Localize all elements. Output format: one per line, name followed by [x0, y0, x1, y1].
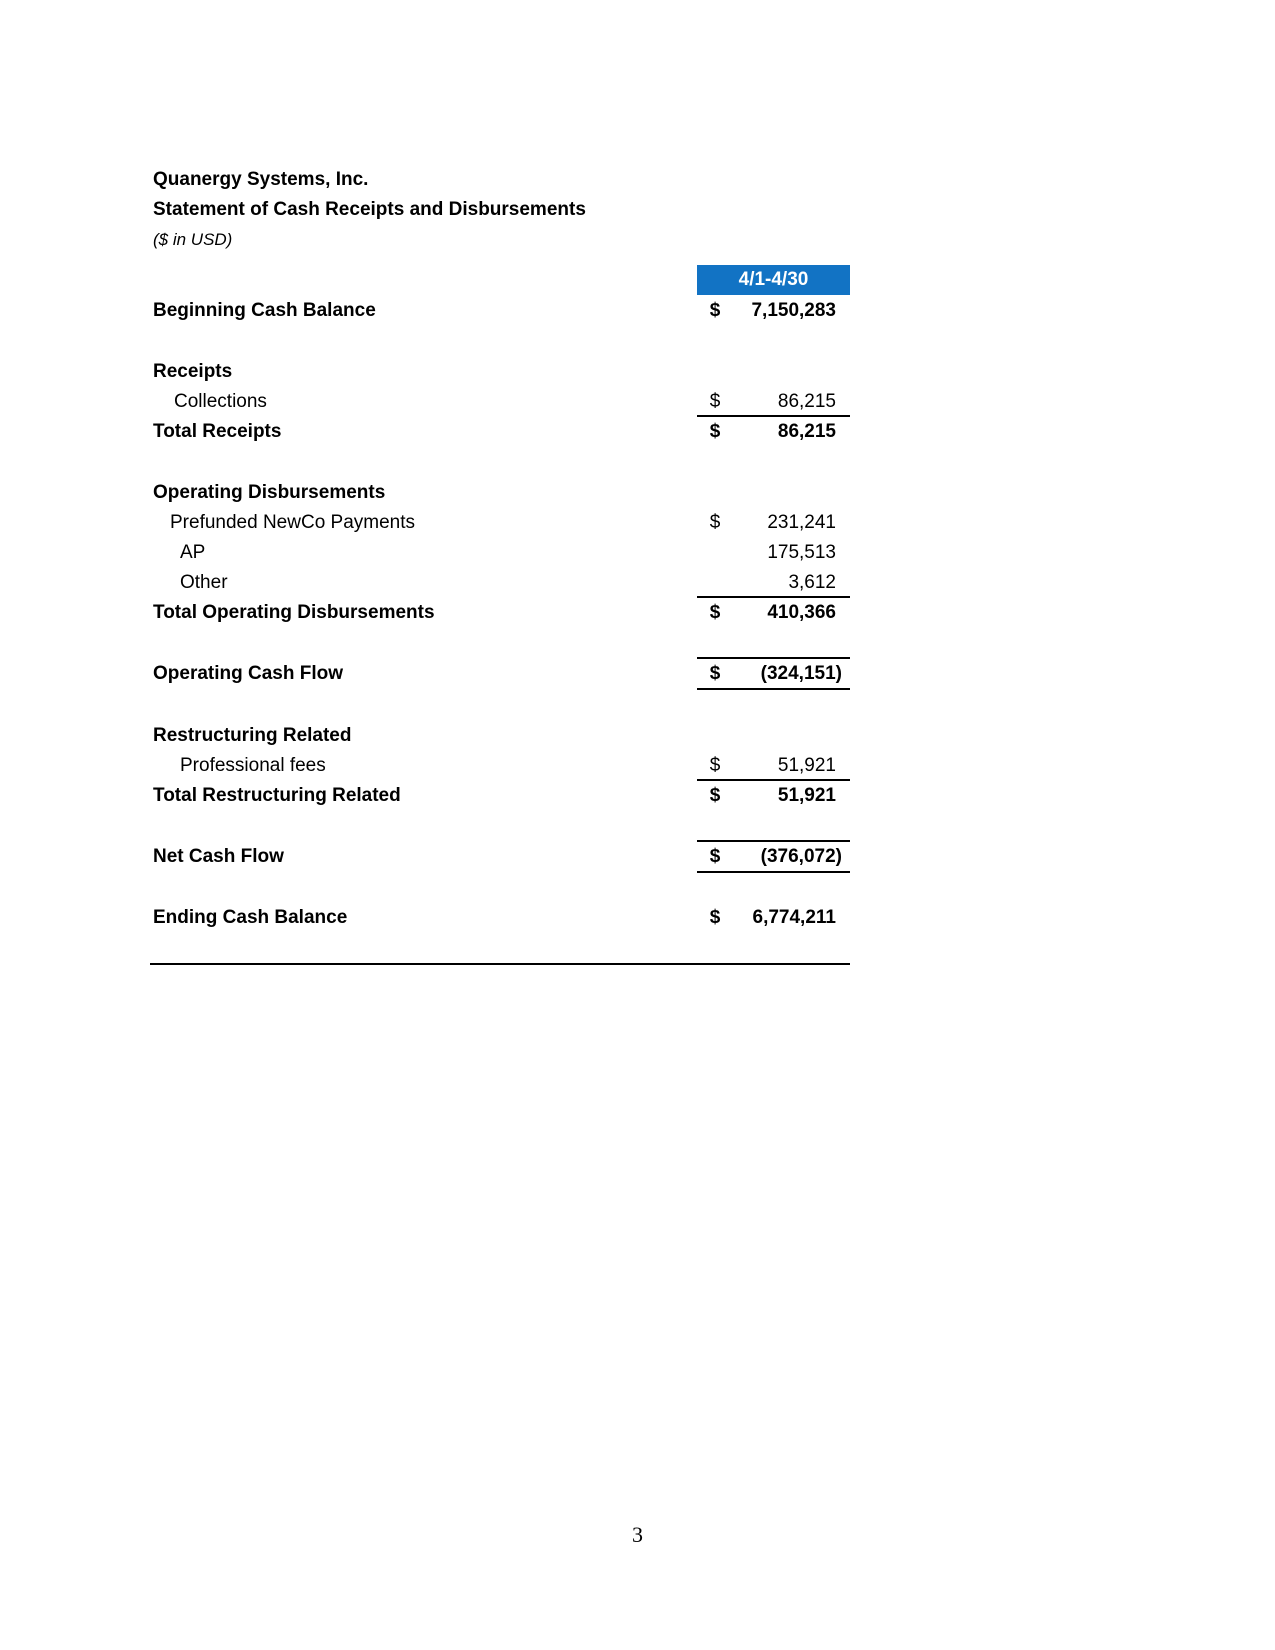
units-note: ($ in USD)	[153, 230, 233, 249]
prefunded-newco-value: 231,241	[767, 512, 836, 533]
net-cash-flow-value: (376,072)	[760, 846, 842, 867]
top-rule	[697, 840, 850, 842]
subtotal-rule	[697, 596, 850, 598]
currency-symbol: $	[709, 785, 721, 806]
currency-symbol: $	[709, 391, 721, 412]
bottom-rule	[697, 688, 850, 690]
ending-cash-value: 6,774,211	[752, 907, 836, 928]
operating-cash-flow-label: Operating Cash Flow	[153, 663, 344, 684]
ap-label: AP	[180, 542, 206, 563]
total-restructuring-value: 51,921	[777, 785, 836, 806]
collections-label: Collections	[174, 391, 267, 412]
currency-symbol: $	[709, 300, 721, 321]
total-operating-disbursements-value: 410,366	[767, 602, 836, 623]
currency-symbol: $	[709, 663, 721, 684]
operating-cash-flow-value: (324,151)	[760, 663, 842, 684]
receipts-heading: Receipts	[153, 361, 233, 382]
operating-disbursements-heading: Operating Disbursements	[153, 482, 386, 503]
subtotal-rule	[697, 415, 850, 417]
total-restructuring-label: Total Restructuring Related	[153, 785, 401, 806]
period-column-header: 4/1-4/30	[697, 265, 850, 295]
currency-symbol: $	[709, 907, 721, 928]
professional-fees-value: 51,921	[777, 755, 836, 776]
restructuring-heading: Restructuring Related	[153, 725, 352, 746]
total-operating-disbursements-label: Total Operating Disbursements	[153, 602, 435, 623]
statement-title: Statement of Cash Receipts and Disbursements	[153, 199, 586, 220]
page-number: 3	[632, 1522, 643, 1547]
ap-value: 175,513	[767, 542, 836, 563]
currency-symbol: $	[709, 602, 721, 623]
ending-cash-label: Ending Cash Balance	[153, 907, 348, 928]
top-rule	[697, 657, 850, 659]
table-bottom-border	[150, 963, 850, 965]
subtotal-rule	[697, 779, 850, 781]
total-receipts-label: Total Receipts	[153, 421, 282, 442]
other-label: Other	[180, 572, 228, 593]
currency-symbol: $	[709, 846, 721, 867]
prefunded-newco-label: Prefunded NewCo Payments	[170, 512, 416, 533]
currency-symbol: $	[709, 755, 721, 776]
currency-symbol: $	[709, 421, 721, 442]
net-cash-flow-label: Net Cash Flow	[153, 846, 284, 867]
professional-fees-label: Professional fees	[180, 755, 326, 776]
company-name: Quanergy Systems, Inc.	[153, 169, 369, 190]
bottom-rule	[697, 871, 850, 873]
beginning-cash-label: Beginning Cash Balance	[153, 300, 376, 321]
other-value: 3,612	[788, 572, 836, 593]
collections-value: 86,215	[777, 391, 836, 412]
currency-symbol: $	[709, 512, 721, 533]
total-receipts-value: 86,215	[777, 421, 836, 442]
beginning-cash-value: 7,150,283	[751, 300, 836, 321]
